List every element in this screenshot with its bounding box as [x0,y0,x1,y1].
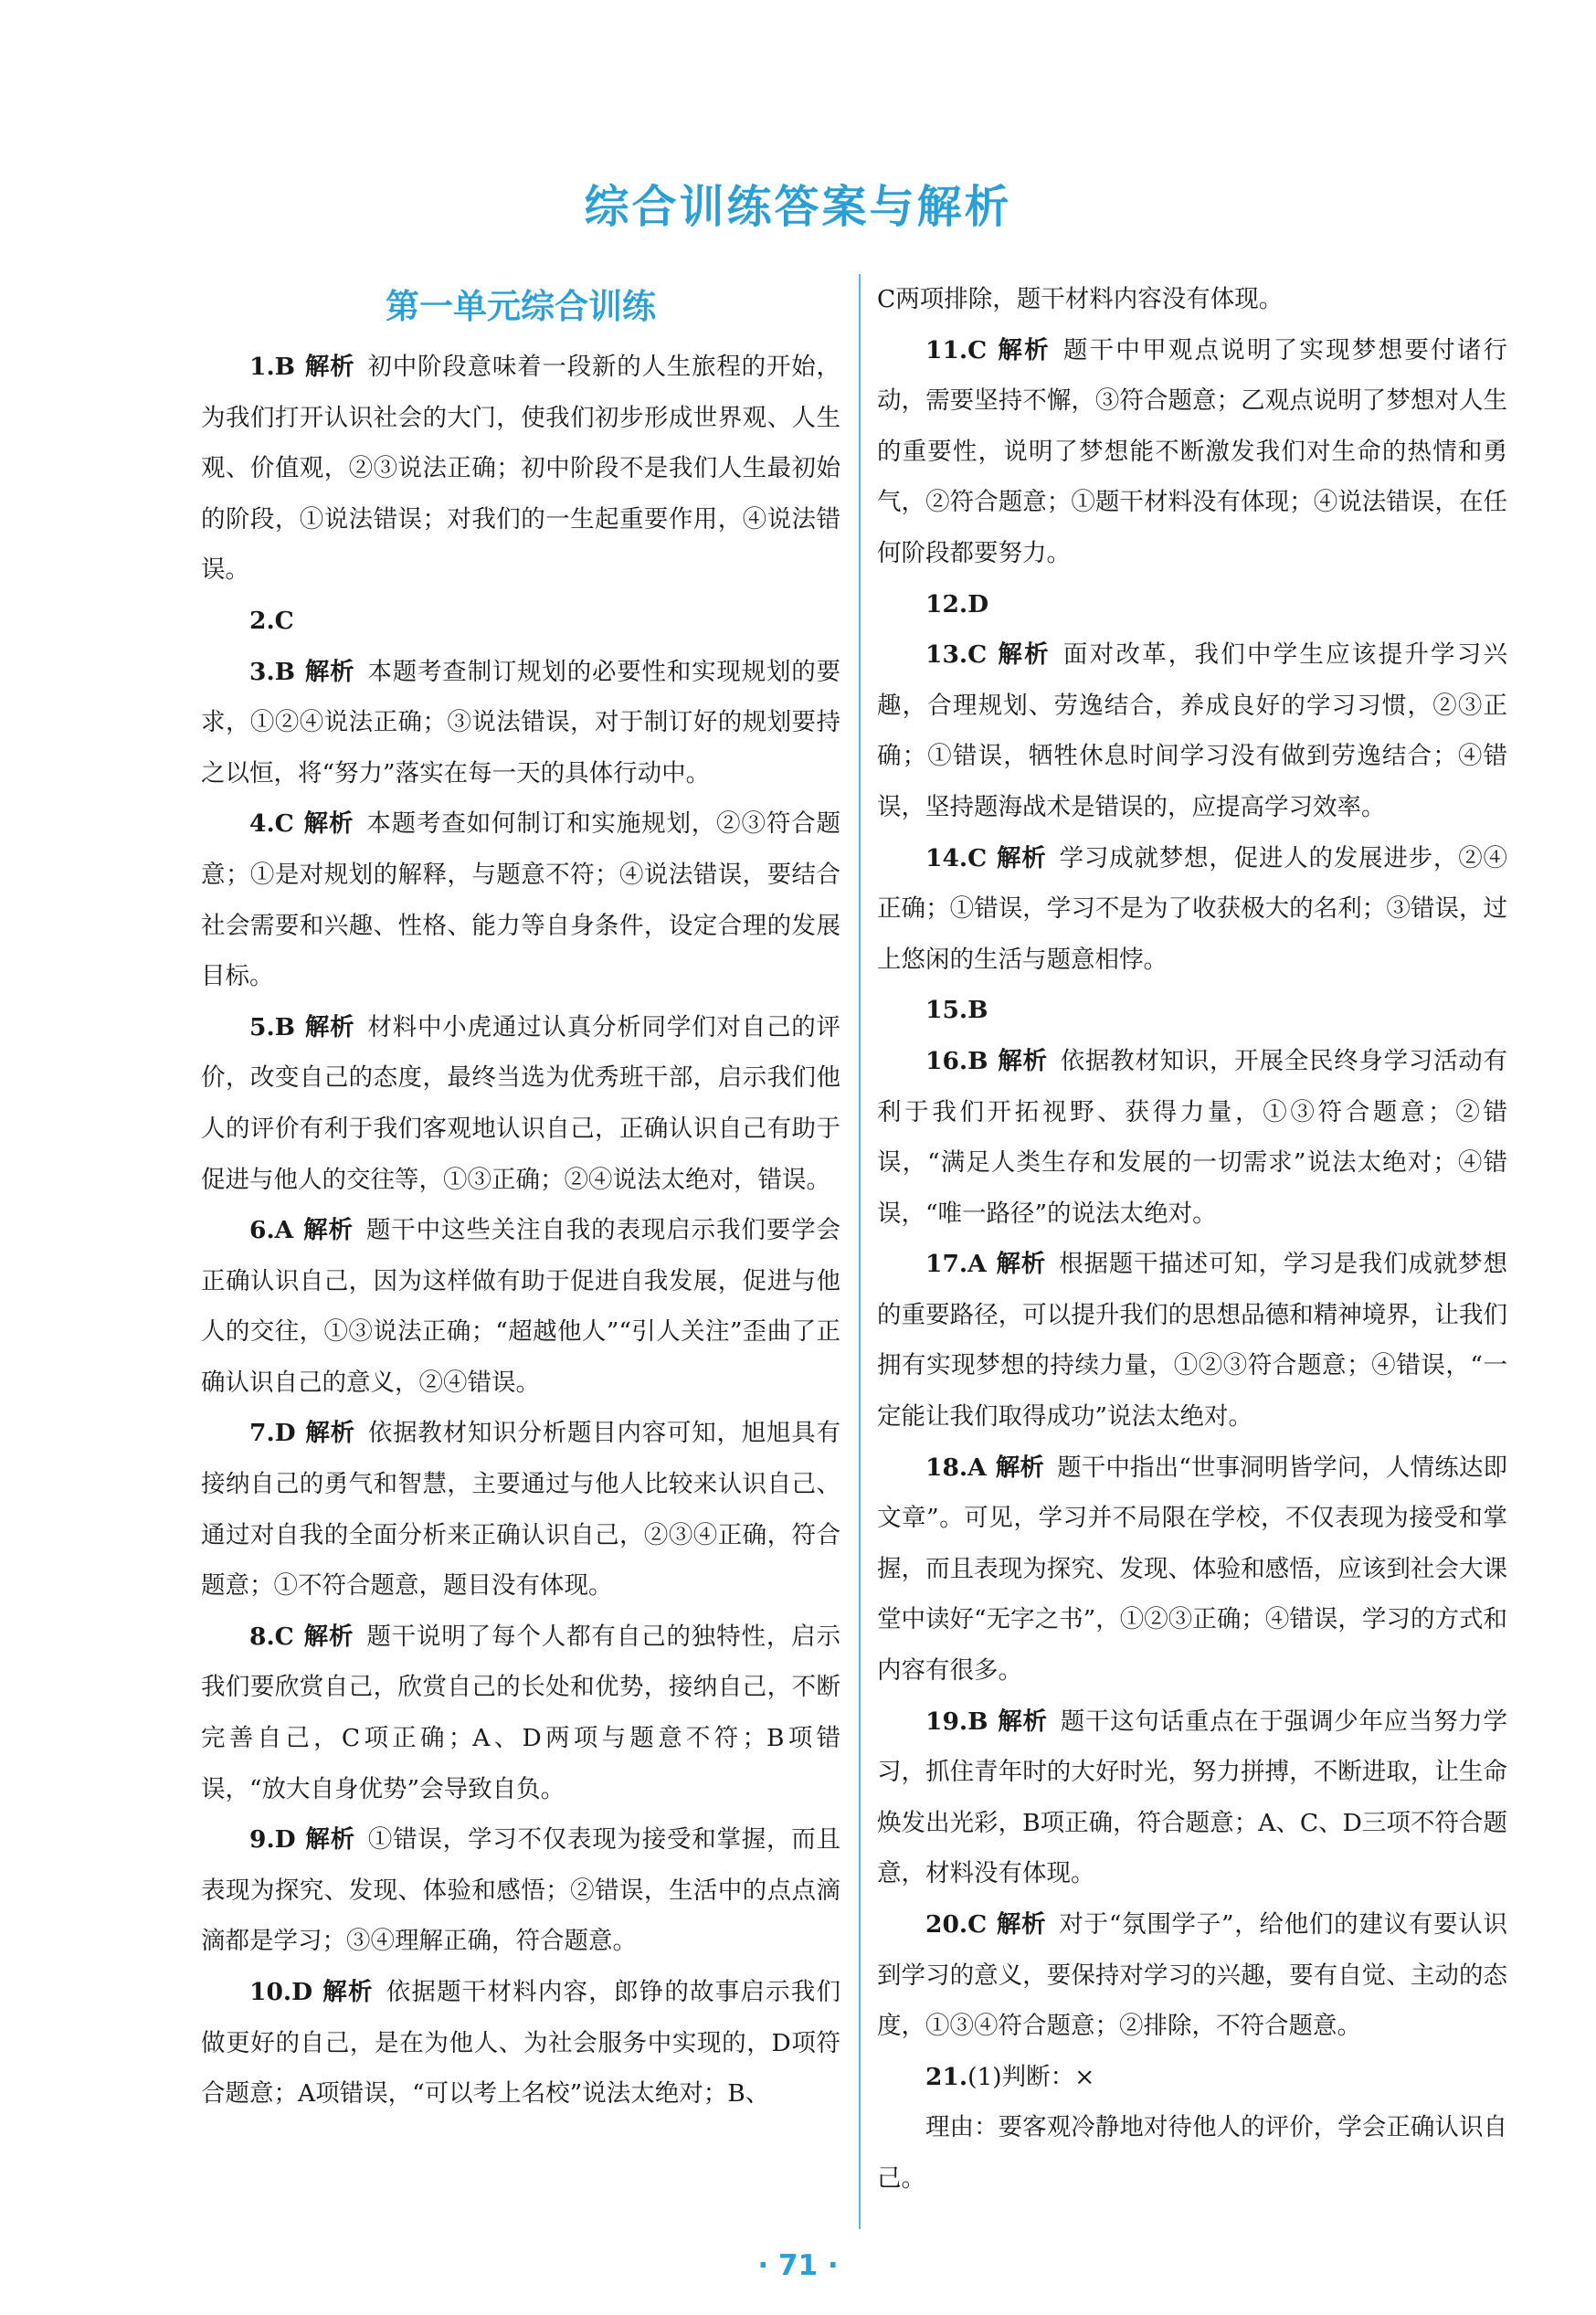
answer-number: 17.A [925,1250,987,1279]
analysis-label: 解析 [996,843,1047,872]
answer-number: 14.C [925,843,988,872]
analysis-label: 解析 [304,1012,355,1041]
answer-text: 材料中小虎通过认真分析同学们对自己的评价，改变自己的态度，最终当选为优秀班干部，启示我们他人的评价有利于我们客观地认识自己，正确认识自己有助于促进与他人的交往等，①③正确；②④说法太绝对，错误。 [201,1012,841,1194]
answer-item [877,1899,1507,2052]
analysis-label: 解析 [304,353,355,381]
answer-text: 题干中甲观点说明了实现梦想要付诸行动，需要坚持不懈，③符合题意；乙观点说明了梦想对人生的重要性，说明了梦想能不断激发我们对生命的热情和勇气，②符合题意；①题干材料没有体现；④说法错误，在任何阶段都要努力。 [877,335,1508,567]
answer-number: 13.C [925,640,988,670]
analysis-label: 解析 [302,809,354,839]
answer-number: 1.B [249,353,296,381]
answer-number: 15.B [925,996,988,1025]
analysis-label: 解析 [996,335,1051,365]
answer-text: 根据题干描述可知，学习是我们成就梦想的重要路径，可以提升我们的思想品德和精神境界，让我们拥有实现梦想的持续力量，①②③符合题意；④错误，“一定能让我们取得成功”说法太绝对。 [877,1250,1508,1432]
analysis-label: 解析 [997,1707,1048,1736]
analysis-label: 解析 [304,657,355,686]
answer-number: 6.A [249,1216,294,1245]
page-title: 综合训练答案与解析 [584,181,1012,233]
answer-text: 题干中这些关注自我的表现启示我们要学会正确认识自己，因为这样做有助于促进自我发展，促进与他人的交往，①③说法正确；“超越他人”“引人关注”歪曲了正确认识自己的意义，②④错误。 [201,1216,840,1397]
answer-text: 理由：要客观冷静地对待他人的评价，学会正确认识自己。 [877,2113,1507,2193]
answer-number: 9.D [249,1825,296,1855]
answer-text: C两项排除，题干材料内容没有体现。 [877,285,1284,313]
answer-item [877,579,1507,630]
section-title: 第一单元综合训练 [386,287,656,326]
answer-text: 本题考查如何制订和实施规划，②③符合题意；①是对规划的解释，与题意不符；④说法错误，要结合社会需要和兴趣、性格、能力等自身条件，设定合理的发展目标。 [201,809,841,991]
answer-item [201,798,840,1001]
answer-text: 对于“氛围学子”，给他们的建议有要认识到学习的意义，要保持对学习的兴趣，要有自觉、主动的态度，①③④符合题意；②排除，不符合题意。 [877,1910,1507,2041]
page-number: · 71 · [757,2249,839,2282]
answer-item [201,1814,840,1967]
answer-number: 16.B [925,1046,988,1075]
answer-item [877,629,1507,832]
analysis-label: 解析 [304,1825,355,1855]
answer-text: 初中阶段意味着一段新的人生旅程的开始，为我们打开认识社会的大门，使我们初步形成世界观、人生观、价值观，②③说法正确；初中阶段不是我们人生最初始的阶段，①说法错误；对我们的一生起重要作用，④说法错误。 [201,353,841,585]
answer-number: 2.C [249,606,294,635]
analysis-label: 解析 [996,1910,1047,1939]
analysis-label: 解析 [322,1978,374,2006]
left-answer-list [201,342,840,2119]
answer-number: 3.B [249,657,296,686]
answer-item [877,325,1507,579]
answer-text: 题干这句话重点在于强调少年应当努力学习，抓住青年时的大好时光，努力拼搏，不断进取，让生命焕发出光彩，B项正确，符合题意；A、C、D三项不符合题意，材料没有体现。 [877,1707,1508,1888]
answer-item [201,596,840,647]
answer-number: 11.C [925,335,988,365]
answer-text: 学习成就梦想，促进人的发展进步，②④正确；①错误，学习不是为了收获极大的名利；③错误，过上悠闲的生活与题意相悖。 [877,843,1508,974]
answer-item [877,1697,1507,1899]
answer-number: 10.D [249,1978,313,2006]
answer-item [201,1205,840,1408]
answer-item [877,1443,1507,1697]
left-column [201,274,840,2119]
answer-item [877,1239,1507,1442]
answer-item [201,1408,840,1611]
answer-item [877,2102,1507,2204]
answer-number: 7.D [249,1419,296,1448]
answer-text: 本题考查制订规划的必要性和实现规划的要求，①②④说法正确；③说法错误，对于制订好的规划要持之以恒，将“努力”落实在每一天的具体行动中。 [201,657,841,788]
answer-text: (1)判断：× [967,2062,1095,2091]
answer-item [201,1612,840,1814]
answer-item [201,1002,840,1205]
answer-number: 5.B [249,1012,296,1041]
analysis-label: 解析 [995,1250,1047,1279]
answer-text: 题干说明了每个人都有自己的独特性，启示我们要欣赏自己，欣赏自己的长处和优势，接纳自己，不断完善自己，C项正确；A、D两项与题意不符；B项错误，“放大自身优势”会导致自负。 [201,1622,841,1803]
answer-number: 18.A [925,1453,987,1482]
answer-number: 4.C [249,809,294,839]
analysis-label: 解析 [302,1622,354,1651]
answer-item [877,1036,1507,1239]
answer-number: 19.B [925,1707,988,1736]
answer-text: 依据教材知识分析题目内容可知，旭旭具有接纳自己的勇气和智慧，主要通过与他人比较来认识自己、通过对自我的全面分析来正确认识自己，②③④正确，符合题意；①不符合题意，题目没有体现。 [201,1419,841,1601]
right-answer-list [877,274,1507,2204]
answer-item [201,647,840,799]
column-divider [859,274,861,2229]
answer-number: 8.C [249,1622,294,1651]
analysis-label: 解析 [996,640,1051,670]
answer-number: 20.C [925,1910,988,1939]
answer-text: ①错误，学习不仅表现为接受和掌握，而且表现为探究、发现、体验和感悟；②错误，生活中的点点滴滴都是学习；③④理解正确，符合题意。 [201,1825,841,1956]
answer-item [877,2052,1507,2103]
right-column [877,274,1507,2204]
answer-item [877,985,1507,1036]
answer-item [877,833,1507,986]
answer-item [877,274,1507,325]
answer-item [201,342,840,596]
answer-number: 21. [925,2062,968,2091]
analysis-label: 解析 [995,1453,1045,1482]
analysis-label: 解析 [997,1046,1048,1075]
answer-number: 12.D [925,589,989,618]
answer-text: 依据题干材料内容，郎铮的故事启示我们做更好的自己，是在为他人、为社会服务中实现的，D项符合题意；A项错误，“可以考上名校”说法太绝对；B、 [201,1978,841,2109]
answer-text: 题干中指出“世事洞明皆学问，人情练达即文章”。可见，学习并不局限在学校，不仅表现为接受和掌握，而且表现为探究、发现、体验和感悟，应该到社会大课堂中读好“无字之书”，①②③正确；④错误，学习的方式和内容有很多。 [877,1453,1507,1686]
answer-item [201,1967,840,2119]
analysis-label: 解析 [302,1216,354,1245]
answer-text: 面对改革，我们中学生应该提升学习兴趣，合理规划、劳逸结合，养成良好的学习习惯，②③正确；①错误，牺牲休息时间学习没有做到劳逸结合；④错误，坚持题海战术是错误的，应提高学习效率。 [877,640,1508,821]
answer-text: 依据教材知识，开展全民终身学习活动有利于我们开拓视野、获得力量，①③符合题意；②错误，“满足人类生存和发展的一切需求”说法太绝对；④错误，“唯一路径”的说法太绝对。 [877,1046,1508,1228]
analysis-label: 解析 [304,1419,355,1448]
